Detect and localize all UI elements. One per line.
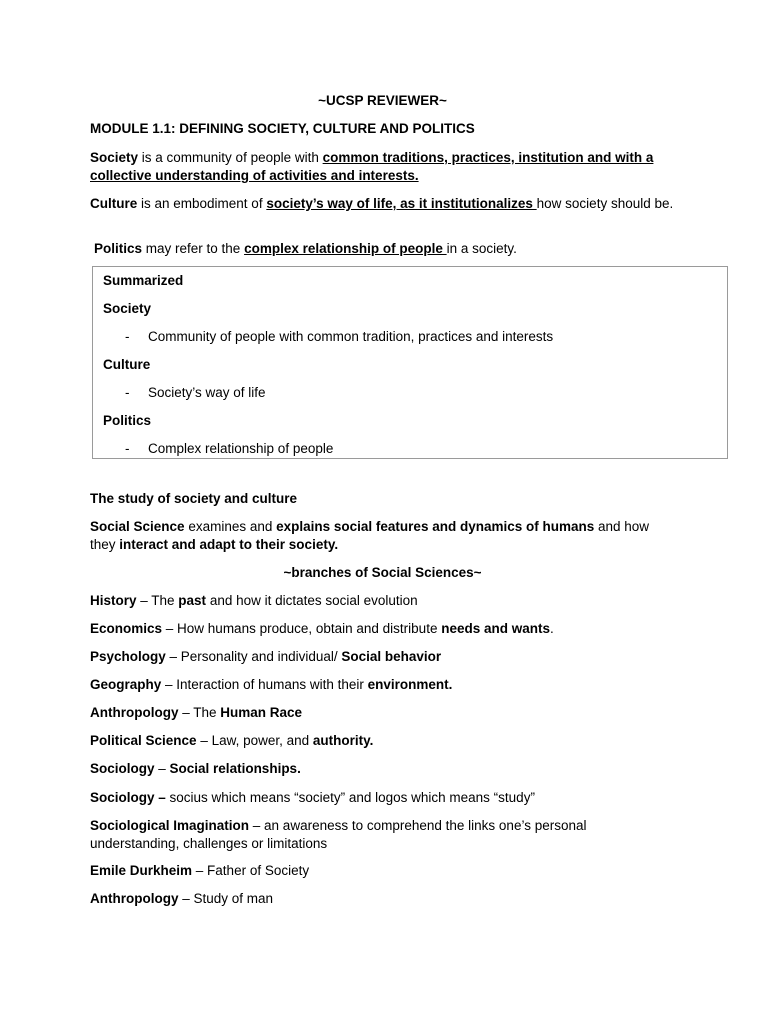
definition-politics: Politics may refer to the complex relationship of people in a society. bbox=[94, 241, 517, 256]
branch-item: Anthropology – The Human Race bbox=[90, 705, 303, 720]
summary-heading: Summarized bbox=[103, 273, 184, 288]
summary-label-politics: Politics bbox=[103, 413, 152, 428]
branch-item: Political Science – Law, power, and authority. bbox=[90, 733, 374, 748]
summary-item-politics: - Complex relationship of people bbox=[125, 441, 334, 456]
social-science-paragraph: Social Science examines and explains social features and dynamics of humans and how they interact and adapt to their society. bbox=[90, 519, 650, 552]
branch-item: Sociological Imagination – an awareness to comprehend the links one’s personal understanding, challenges or limitations bbox=[90, 818, 587, 851]
module-heading: MODULE 1.1: DEFINING SOCIETY, CULTURE AND POLITICS bbox=[90, 121, 475, 136]
branch-item: Sociology – socius which means “society” and logos which means “study” bbox=[90, 790, 535, 805]
summary-label-society: Society bbox=[103, 301, 152, 316]
document-title: ~UCSP REVIEWER~ bbox=[318, 93, 447, 108]
branch-item: Anthropology – Study of man bbox=[90, 891, 274, 906]
summary-box bbox=[92, 266, 728, 459]
branch-item: Emile Durkheim – Father of Society bbox=[90, 863, 310, 878]
branch-item: Economics – How humans produce, obtain and distribute needs and wants. bbox=[90, 621, 554, 636]
branch-item: History – The past and how it dictates social evolution bbox=[90, 593, 418, 608]
definition-culture: Culture is an embodiment of society’s way of life, as it institutionalizes how society should be. bbox=[90, 196, 674, 211]
branch-item: Geography – Interaction of humans with their environment. bbox=[90, 677, 453, 692]
summary-label-culture: Culture bbox=[103, 357, 151, 372]
summary-item-society: - Community of people with common tradition, practices and interests bbox=[125, 329, 554, 344]
definition-society: Society is a community of people with common traditions, practices, institution and with a collective understanding of activities and interests. bbox=[90, 150, 654, 183]
study-heading: The study of society and culture bbox=[90, 491, 298, 506]
branch-item: Psychology – Personality and individual/ Social behavior bbox=[90, 649, 442, 664]
branch-item: Sociology – Social relationships. bbox=[90, 761, 301, 776]
branches-title: ~branches of Social Sciences~ bbox=[283, 565, 482, 580]
summary-item-culture: - Society’s way of life bbox=[125, 385, 266, 400]
